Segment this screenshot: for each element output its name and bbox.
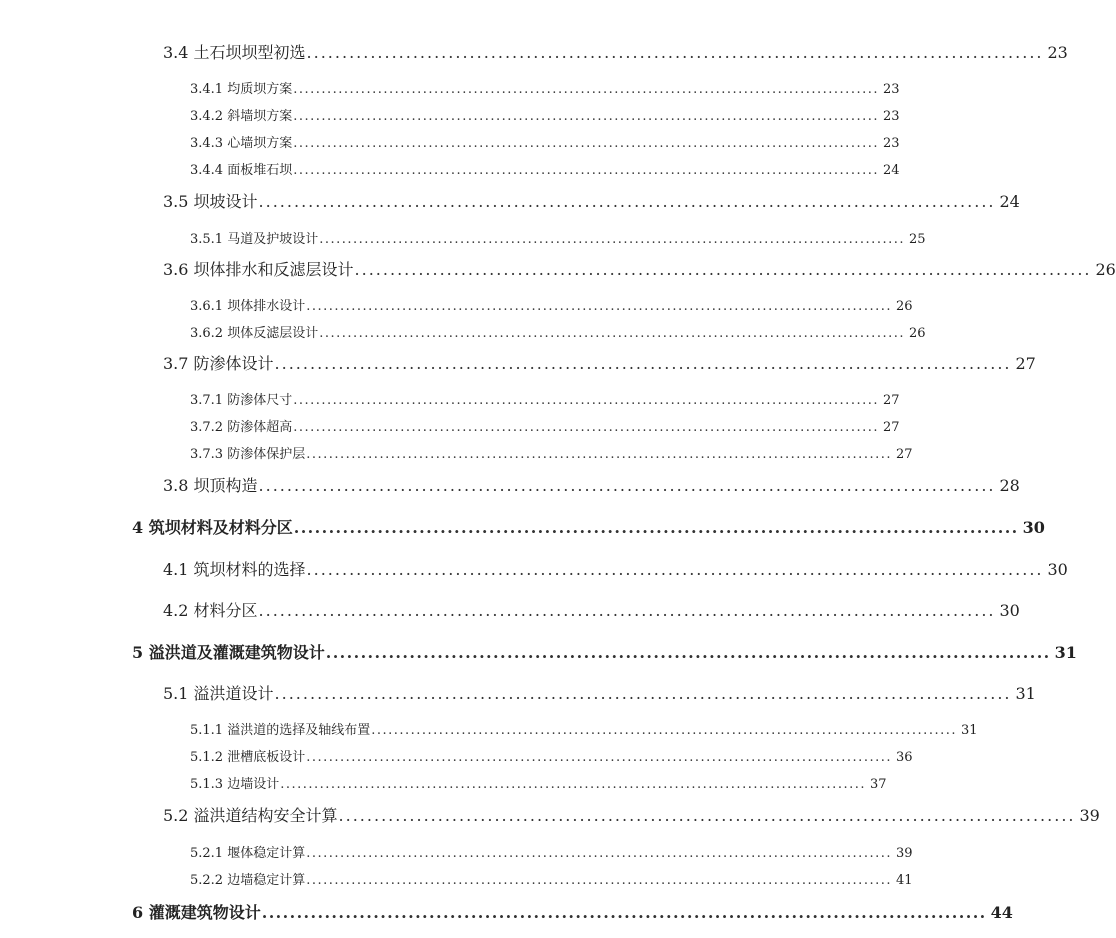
dot-leader: ........................................................................................................ <box>274 684 1012 703</box>
toc-entry[interactable] <box>190 105 900 127</box>
dot-leader: ........................................................................................................ <box>306 43 1044 62</box>
toc-entry-page: 44 <box>990 903 1013 922</box>
toc-entry-label: 3.4.1 均质坝方案 <box>190 82 293 97</box>
toc-entry[interactable] <box>163 351 1036 373</box>
toc-entry-page: 39 <box>895 846 913 861</box>
toc-entry[interactable] <box>190 842 913 864</box>
toc-entry-label: 6 灌溉建筑物设计 <box>132 903 261 922</box>
toc-entry-label: 3.8 坝顶构造 <box>163 476 258 495</box>
toc-entry-page: 24 <box>999 192 1020 211</box>
toc-entry-label: 5.2.2 边墙稳定计算 <box>190 873 306 888</box>
toc-entry-page: 41 <box>895 873 913 888</box>
toc-entry-page: 23 <box>882 109 900 124</box>
dot-leader: ........................................................................................................ <box>274 354 1012 373</box>
toc-entry-label: 3.7.1 防渗体尺寸 <box>190 393 293 408</box>
dot-leader: ........................................................................................................ <box>258 476 996 495</box>
toc-entry-page: 27 <box>882 420 900 435</box>
toc-entry-label: 3.7.3 防渗体保护层 <box>190 447 306 462</box>
dot-leader: ........................................................................................................ <box>319 326 905 341</box>
toc-entry-page: 37 <box>869 777 887 792</box>
toc-entry-label: 3.6 坝体排水和反滤层设计 <box>163 260 354 279</box>
dot-leader: ........................................................................................................ <box>261 903 987 922</box>
toc-entry-label: 3.4 土石坝坝型初选 <box>163 43 306 62</box>
toc-entry-label: 4.1 筑坝材料的选择 <box>163 560 306 579</box>
toc-chapter[interactable] <box>132 640 1077 662</box>
toc-entry-label: 5.2.1 堰体稳定计算 <box>190 846 306 861</box>
toc-entry[interactable] <box>163 189 1020 211</box>
toc-entry[interactable] <box>163 681 1036 703</box>
dot-leader: ........................................................................................................ <box>280 777 866 792</box>
toc-entry-label: 3.4.2 斜墙坝方案 <box>190 109 293 124</box>
toc-entry-label: 3.5.1 马道及护坡设计 <box>190 232 319 247</box>
toc-entry-label: 5.1.3 边墙设计 <box>190 777 280 792</box>
toc-entry-page: 28 <box>999 476 1020 495</box>
toc-entry-label: 5.1 溢洪道设计 <box>163 684 274 703</box>
toc-entry[interactable] <box>190 746 913 768</box>
toc-chapter[interactable] <box>132 900 1013 922</box>
toc-entry[interactable] <box>190 159 900 181</box>
toc-entry-page: 27 <box>1015 354 1036 373</box>
toc-entry-page: 31 <box>960 723 978 738</box>
toc-entry[interactable] <box>163 598 1020 620</box>
dot-leader: ........................................................................................................ <box>371 723 957 738</box>
toc-entry[interactable] <box>190 295 913 317</box>
toc-entry-page: 24 <box>882 163 900 178</box>
toc-entry-label: 3.7.2 防渗体超高 <box>190 420 293 435</box>
toc-entry-label: 3.7 防渗体设计 <box>163 354 274 373</box>
toc-entry[interactable] <box>190 869 913 891</box>
toc-entry-page: 30 <box>999 601 1020 620</box>
toc-entry-label: 3.5 坝坡设计 <box>163 192 258 211</box>
dot-leader: ........................................................................................................ <box>306 560 1044 579</box>
toc-entry[interactable] <box>190 416 900 438</box>
toc-entry-page: 27 <box>882 393 900 408</box>
toc-entry-page: 25 <box>908 232 926 247</box>
toc-entry-label: 4 筑坝材料及材料分区 <box>132 518 293 537</box>
toc-entry[interactable] <box>190 719 978 741</box>
dot-leader: ........................................................................................................ <box>354 260 1092 279</box>
toc-entry-label: 3.4.4 面板堆石坝 <box>190 163 293 178</box>
dot-leader: ........................................................................................................ <box>306 299 892 314</box>
toc-entry-label: 4.2 材料分区 <box>163 601 258 620</box>
toc-entry-page: 26 <box>895 299 913 314</box>
toc-entry[interactable] <box>190 389 900 411</box>
toc-entry-page: 31 <box>1015 684 1036 703</box>
dot-leader: ........................................................................................................ <box>306 873 892 888</box>
toc-entry-page: 30 <box>1047 560 1068 579</box>
dot-leader: ........................................................................................................ <box>293 393 879 408</box>
dot-leader: ........................................................................................................ <box>306 750 892 765</box>
toc-entry[interactable] <box>190 228 926 250</box>
dot-leader: ........................................................................................................ <box>258 601 996 620</box>
toc-entry[interactable] <box>190 132 900 154</box>
toc-entry[interactable] <box>163 803 1100 825</box>
toc-entry-page: 26 <box>908 326 926 341</box>
toc-entry[interactable] <box>163 473 1020 495</box>
dot-leader: ........................................................................................................ <box>293 109 879 124</box>
toc-entry-page: 26 <box>1095 260 1116 279</box>
toc-entry[interactable] <box>163 257 1116 279</box>
toc-entry-page: 30 <box>1022 518 1045 537</box>
dot-leader: ........................................................................................................ <box>293 420 879 435</box>
toc-entry-page: 23 <box>882 136 900 151</box>
dot-leader: ........................................................................................................ <box>338 806 1076 825</box>
toc-chapter[interactable] <box>132 515 1045 537</box>
dot-leader: ........................................................................................................ <box>306 846 892 861</box>
dot-leader: ........................................................................................................ <box>293 136 879 151</box>
dot-leader: ........................................................................................................ <box>325 643 1051 662</box>
toc-entry-label: 5.2 溢洪道结构安全计算 <box>163 806 338 825</box>
toc-entry-page: 39 <box>1079 806 1100 825</box>
toc-entry-label: 5.1.1 溢洪道的选择及轴线布置 <box>190 723 371 738</box>
toc-entry-label: 5.1.2 泄槽底板设计 <box>190 750 306 765</box>
dot-leader: ........................................................................................................ <box>293 82 879 97</box>
toc-entry[interactable] <box>190 443 913 465</box>
dot-leader: ........................................................................................................ <box>306 447 892 462</box>
toc-entry-page: 23 <box>1047 43 1068 62</box>
dot-leader: ........................................................................................................ <box>258 192 996 211</box>
toc-entry-label: 3.6.2 坝体反滤层设计 <box>190 326 319 341</box>
toc-entry-page: 27 <box>895 447 913 462</box>
dot-leader: ........................................................................................................ <box>293 518 1019 537</box>
dot-leader: ........................................................................................................ <box>293 163 879 178</box>
toc-entry-label: 3.6.1 坝体排水设计 <box>190 299 306 314</box>
toc-entry[interactable] <box>163 557 1068 579</box>
toc-entry-label: 3.4.3 心墙坝方案 <box>190 136 293 151</box>
toc-entry-page: 31 <box>1054 643 1077 662</box>
toc-entry-page: 36 <box>895 750 913 765</box>
toc-entry-label: 5 溢洪道及灌溉建筑物设计 <box>132 643 325 662</box>
toc-entry[interactable] <box>190 322 926 344</box>
dot-leader: ........................................................................................................ <box>319 232 905 247</box>
toc-entry-page: 23 <box>882 82 900 97</box>
toc-entry[interactable] <box>190 773 887 795</box>
toc-entry[interactable] <box>190 78 900 100</box>
toc-entry[interactable] <box>163 40 1068 62</box>
